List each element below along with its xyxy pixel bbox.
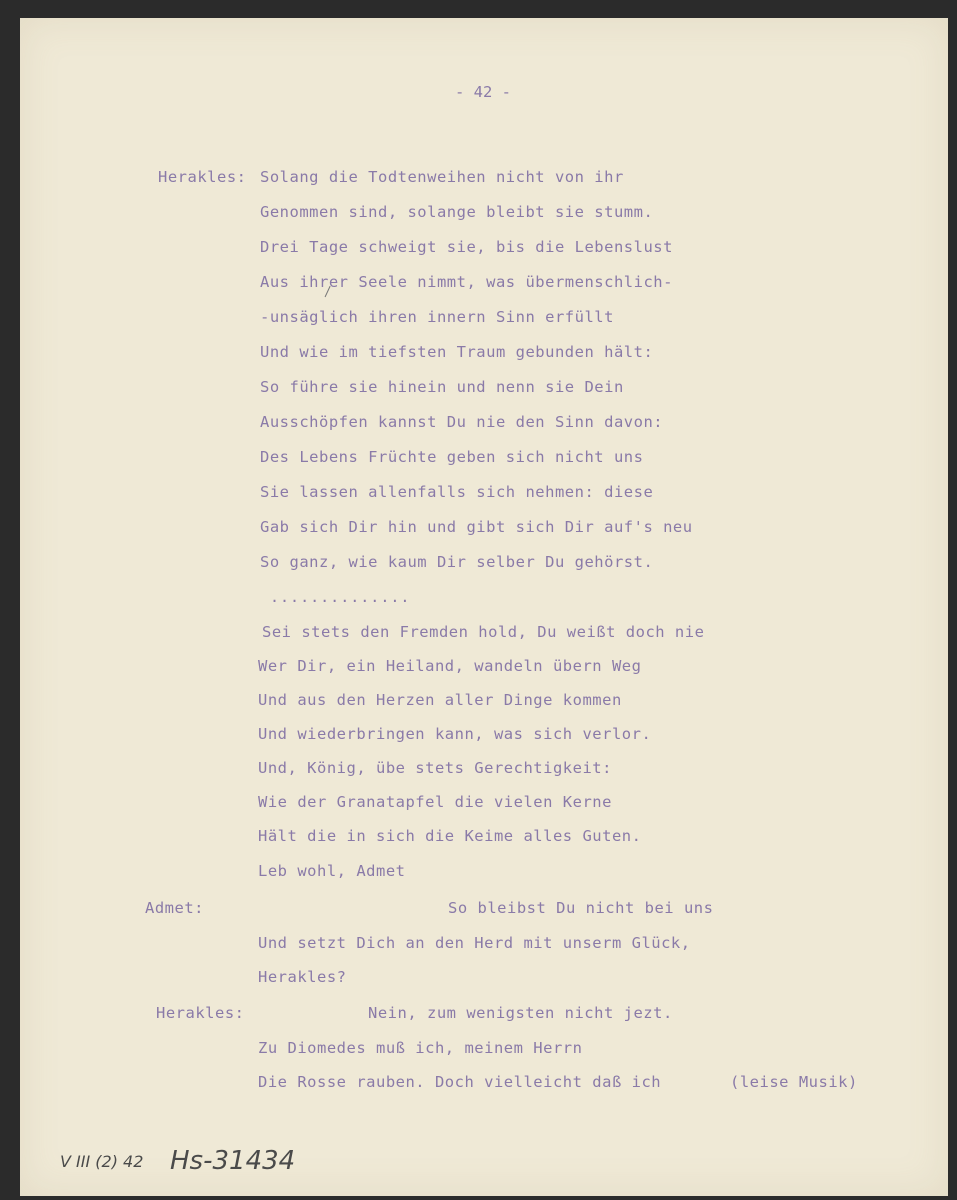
- verse-line: Gab sich Dir hin und gibt sich Dir auf's neu: [260, 518, 693, 536]
- verse-line: Leb wohl, Admet: [258, 862, 406, 880]
- verse-line: So bleibst Du nicht bei uns: [448, 899, 714, 917]
- verse-line: Genommen sind, solange bleibt sie stumm.: [260, 203, 654, 221]
- archive-mark: V III (2) 42: [60, 1152, 144, 1171]
- shelfmark: Hs-31434: [170, 1146, 296, 1176]
- speaker-herakles: Herakles:: [156, 1004, 245, 1022]
- verse-line: Wer Dir, ein Heiland, wandeln übern Weg: [258, 657, 642, 675]
- verse-line: Die Rosse rauben. Doch vielleicht daß ich: [258, 1073, 662, 1091]
- verse-line: Und, König, übe stets Gerechtigkeit:: [258, 759, 612, 777]
- verse-line: -unsäglich ihren innern Sinn erfüllt: [260, 308, 614, 326]
- verse-line: Hält die in sich die Keime alles Guten.: [258, 827, 642, 845]
- verse-line: Sei stets den Fremden hold, Du weißt doch nie: [262, 623, 705, 641]
- verse-line: Und aus den Herzen aller Dinge kommen: [258, 691, 622, 709]
- verse-line: Solang die Todtenweihen nicht von ihr: [260, 168, 624, 186]
- ellipsis-divider: ..............: [270, 588, 411, 606]
- verse-line: Wie der Granatapfel die vielen Kerne: [258, 793, 612, 811]
- verse-line: Drei Tage schweigt sie, bis die Lebenslust: [260, 238, 673, 256]
- speaker-admet: Admet:: [145, 899, 204, 917]
- verse-line: Und setzt Dich an den Herd mit unserm Glück,: [258, 934, 691, 952]
- page-number: - 42 -: [455, 83, 511, 101]
- verse-line: Zu Diomedes muß ich, meinem Herrn: [258, 1039, 583, 1057]
- verse-line: Des Lebens Früchte geben sich nicht uns: [260, 448, 644, 466]
- verse-line: Sie lassen allenfalls sich nehmen: diese: [260, 483, 654, 501]
- verse-line: Herakles?: [258, 968, 347, 986]
- verse-line: So ganz, wie kaum Dir selber Du gehörst.: [260, 553, 654, 571]
- stage-direction: (leise Musik): [730, 1073, 858, 1091]
- verse-line: Und wie im tiefsten Traum gebunden hält:: [260, 343, 654, 361]
- verse-line: Ausschöpfen kannst Du nie den Sinn davon:: [260, 413, 664, 431]
- speaker-herakles: Herakles:: [158, 168, 247, 186]
- verse-line: Aus ihrer Seele nimmt, was übermenschlich-: [260, 273, 673, 291]
- verse-line: Und wiederbringen kann, was sich verlor.: [258, 725, 652, 743]
- verse-line: Nein, zum wenigsten nicht jezt.: [368, 1004, 673, 1022]
- verse-line: So führe sie hinein und nenn sie Dein: [260, 378, 624, 396]
